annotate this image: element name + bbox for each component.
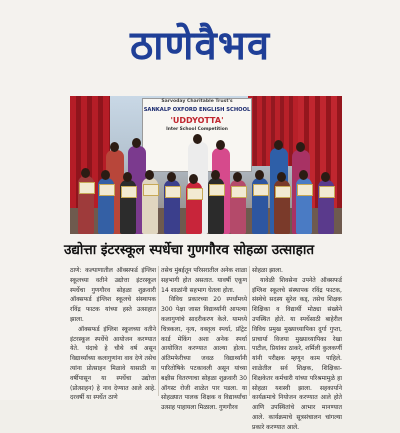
- certificate: [165, 186, 181, 198]
- person-head: [189, 174, 198, 184]
- person-head: [145, 170, 154, 180]
- person-head: [193, 134, 202, 144]
- person-head: [274, 140, 283, 150]
- person-head: [296, 142, 305, 152]
- person-head: [81, 168, 90, 178]
- banner-school-name: SANKALP OXFORD ENGLISH SCHOOL: [143, 107, 251, 114]
- person-head: [233, 172, 242, 182]
- person-head: [132, 138, 141, 148]
- person-head: [216, 140, 225, 150]
- banner-subtitle: Inter School Competition: [166, 127, 228, 133]
- article-paragraph: यावेळी शिवसेना उपनेते ऑक्सफर्ड इंग्लिश स्कूलचे संस्थापक रविंद्र फाटक, संस्थेचे सदस्य सुरेश कड्, तसेच शिक्षक शिक्षिका व विद्यार्थी मोठ्या संख्येने उपस्थित होते. या स्पर्धेसाठी बाहेरील विविध प्रमुख मुख्याध्यापिका दुर्गा गुप्ता, प्राचार्या विजया मुख्याध्यापिका रेखा पाटील, प्रियांका ठाकरे, शर्मिली कुलकर्णी यांनी परीक्षक म्हणून काम पाहिले. शाळेतील सर्व शिक्षक, शिक्षिका-शिक्षकेतर कर्मचारी यांच्या परिश्रमामुळे हा सोहळा यशस्वी झाला. सहकार्याने कार्यक्रमाचे नियोजन करण्यात आले होते आणि उपस्थितांचे आभार मानण्यात आले. कार्यक्रमाचे सूत्रसंचालन चांगल्या प्रकारे करण्यात आले.: [252, 276, 342, 431]
- person-head: [123, 172, 132, 182]
- certificate: [209, 184, 225, 196]
- article-paragraph: तसेच मुंबईतून परिसरातील अनेक शाळा सहभागी होत असतात. यावर्षी एकूण 14 शाळांनी सहभाग घेतला होता.: [161, 267, 247, 294]
- certificate: [253, 184, 269, 196]
- person-head: [167, 172, 176, 182]
- article-headline: उद्योत्ता इंटरस्कूल स्पर्धेचा गुणगौरव सोहळा उत्साहात: [64, 242, 315, 258]
- article-column-3: [252, 266, 342, 431]
- column-divider: [158, 266, 159, 396]
- certificate: [99, 184, 115, 196]
- person-head: [211, 170, 220, 180]
- banner-event-name: 'UDDYOTTA': [170, 116, 224, 126]
- column-divider: [249, 266, 250, 396]
- article-column-2: [161, 266, 247, 412]
- article-paragraph: सोहळा झाला.: [252, 267, 283, 274]
- person-head: [110, 142, 119, 152]
- certificate: [319, 186, 335, 198]
- event-photo: [70, 96, 342, 234]
- article-paragraph: विविध प्रकारच्या 20 स्पर्धांमध्ये 300 पेक्षा जास्त विद्यार्थ्यांनी आपल्या कलागुणांचे सादरीकरण केले. यामध्ये चित्रकला, नृत्य, वक्तृत्व स्पर्धा, प्रॉट्रेट कार्ड मेकिंग अशा अनेक स्पर्धा आयोजित करण्यात आल्या होत्या. अंतिमफेरीच्या जवळ विद्यार्थ्यांनी पारितोषिके पटकावली असून यांच्या बक्षीस वितरणाचा सोहळा शुक्रवारी 30 ऑगस्ट रोजी शाळेत पार पडला. या सोहळ्यात पालक शिक्षक व विद्यार्थ्यांचा उत्साह पाहायला मिळाला. गुणगौरव: [161, 296, 247, 412]
- person-head: [321, 172, 330, 182]
- certificate: [143, 184, 159, 196]
- person-head: [101, 170, 110, 180]
- certificate: [187, 188, 203, 200]
- certificate: [231, 186, 247, 198]
- banner-trust-name: Sarvoday Charitable Trust's: [161, 99, 233, 104]
- article-paragraph: ठाणे: कल्याणातील ऑक्सफर्ड इंग्लिश स्कूलच्या वतीने उद्योत्ता इंटरस्कूल स्पर्धेचा गुणगौरव सोहळा शुक्रवारी ऑक्सफर्ड इंग्लिश स्कूलचे संस्थापक रविंद्र फाटक यांच्या हस्ते उत्साहात झाला.: [70, 267, 156, 323]
- article-paragraph: ऑक्सफर्ड इंग्लिश स्कूलच्या वतीने इंटरस्कूल स्पर्धेचे आयोजन करण्यात येते. यंदाचे हे चौथे वर्ष असून विद्यार्थ्यांच्या कलागुणांना वाव देणे तसेच त्यांना प्रोत्साहन मिळावे यासाठी या वर्षीपासून या स्पर्धेचा उद्योत्ता (प्रोत्साहन) हे नाव देण्यात आले आहे. दरवर्षी या स्पर्धेत ठाणे: [70, 325, 156, 402]
- certificate: [79, 182, 95, 194]
- person-head: [299, 170, 308, 180]
- masthead-title: ठाणेवैभव: [129, 23, 271, 69]
- certificate: [275, 186, 291, 198]
- certificate: [297, 184, 313, 196]
- person-head: [255, 170, 264, 180]
- certificate: [121, 186, 137, 198]
- article-column-1: [70, 266, 156, 402]
- masthead: [0, 14, 400, 78]
- person-head: [277, 172, 286, 182]
